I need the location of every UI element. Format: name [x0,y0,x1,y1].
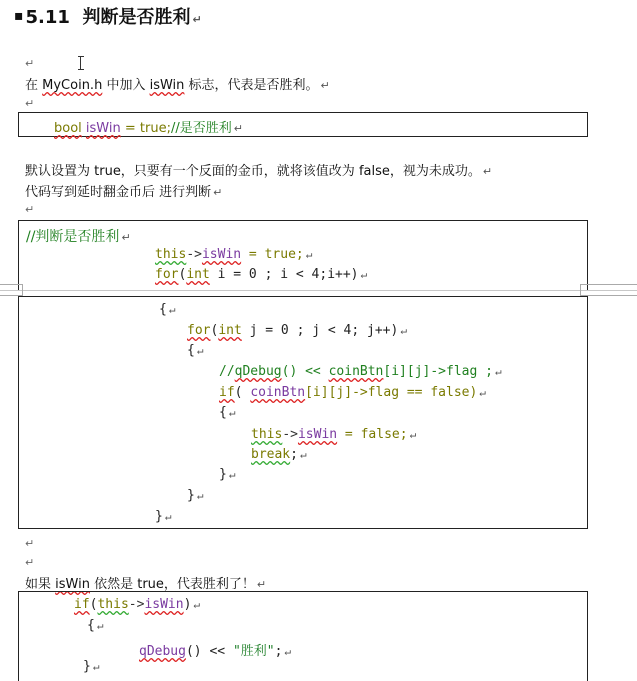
code-line-if-win [74,597,200,612]
brace: } [155,509,163,524]
section-number: 5.11 [25,7,70,28]
paragraph-where [25,181,222,200]
paragraph-mark: ↵ [400,324,407,337]
paragraph-mark: ↵ [25,97,35,110]
text-cursor-icon [80,56,83,70]
brace: } [219,467,227,482]
paragraph-default [25,160,492,179]
code-text: = true; [241,247,304,262]
paragraph-mark: ↵ [25,556,35,569]
paragraph-mark: ↵ [494,365,502,378]
text-run: 标志，代表是否胜利。 [184,78,319,93]
page-edge-right [580,284,637,296]
text-run: 依然是 true，代表胜利了！ [89,577,255,592]
var-name: isWin [297,427,338,442]
paragraph-mark: ↵ [192,13,202,26]
code-op: ( [234,385,251,400]
text-run: 如果 [25,577,56,592]
section-heading [14,3,202,29]
code-text: = false; [337,427,408,442]
paragraph-mark: ↵ [196,344,204,357]
paragraph-mark: ↵ [25,57,35,70]
brace-close-outer [155,509,171,524]
file-name: MyCoin.h [42,78,103,93]
text-run: 代码写到延时翻金币后 进行判断 [25,185,212,200]
paragraph-mark: ↵ [25,203,35,216]
var-name: isWin [144,597,184,612]
code-text: () << [281,364,329,379]
code-line-debug-commented [219,364,502,379]
paragraph-mark: ↵ [233,122,243,135]
code-text: = true; [120,121,171,136]
paragraph-mark: ↵ [305,248,313,261]
type-keyword: int [218,323,242,338]
brace: { [219,405,227,420]
brace: } [187,488,195,503]
this-keyword: this [97,597,129,612]
brace: } [83,659,91,674]
code-op: -> [282,427,298,442]
brace: { [159,302,167,317]
paragraph-result [25,573,266,592]
section-title: 判断是否胜利 [82,7,191,28]
code-line-if [219,385,486,400]
heading-bullet: ▪ [14,8,24,24]
code-box-loop-body [18,296,588,529]
brace: { [187,343,195,358]
code-text: i = 0 ; i < 4;i++) [209,267,359,282]
if-keyword: if [74,597,90,612]
paragraph-mark: ↵ [256,578,267,591]
this-keyword: this [251,427,283,442]
brace-open-if [219,405,235,420]
paragraph-mark: ↵ [121,231,131,244]
brace-close-if [219,467,235,482]
code-op: ( [178,267,187,282]
brace-open-outer [159,302,175,317]
code-text: () << [185,644,233,659]
text-run: 在 [25,78,43,93]
code-text: [i][j]->flag ; [383,364,493,379]
paragraph-mark: ↵ [228,406,236,419]
code-line-bool [54,117,243,136]
code-line-for-j [187,323,407,338]
page-break [0,290,637,291]
string-literal: "胜利" [232,644,275,659]
text-run: 中加入 [102,78,150,93]
code-op: ) [183,597,192,612]
paragraph-mark: ↵ [409,428,417,441]
brace-close-win [83,659,99,674]
function-name: qDebug [139,644,186,659]
code-op: ( [89,597,98,612]
comment-marker: // [219,364,235,379]
code-box-loop-start [18,220,588,290]
brace-open-inner [187,343,203,358]
var-name: isWin [55,577,90,592]
code-text: ; [274,644,283,659]
paragraph-mark: ↵ [213,186,223,199]
paragraph-mark: ↵ [320,79,330,92]
paragraph-mark: ↵ [299,448,307,461]
type-keyword: bool [54,121,82,136]
text-run: 默认设置为 true，只要有一个反面的金币，就将该值改为 false，视为未成功。 [25,164,481,179]
paragraph-mark: ↵ [482,165,493,178]
paragraph-mark: ↵ [360,268,368,281]
paragraph-mark: ↵ [284,645,292,658]
var-name: isWin [149,78,185,93]
paragraph-mark: ↵ [228,468,236,481]
code-line-debug-win [139,640,291,659]
code-line-this-false [251,427,416,442]
code-box-flag [18,112,588,137]
code-comment: //是否胜利 [170,121,232,136]
function-name: qDebug [234,364,282,379]
brace-close-inner [187,488,203,503]
code-op: ( [210,323,219,338]
this-keyword: this [155,247,187,262]
code-line-break [251,447,307,462]
var-name: coinBtn [250,385,306,400]
for-keyword: for [187,323,211,338]
brace-open-win [87,618,103,633]
page-edge-left [0,284,23,296]
type-keyword: int [186,267,210,282]
code-op: -> [128,597,145,612]
var-name: isWin [85,121,121,136]
paragraph-mark: ↵ [92,660,100,673]
for-keyword: for [155,267,179,282]
paragraph-mark: ↵ [96,619,104,632]
code-text: [i][j]->flag == false) [305,385,478,400]
paragraph-mark: ↵ [193,598,201,611]
paragraph-mark: ↵ [168,303,176,316]
var-name: coinBtn [328,364,384,379]
code-line-for-i [155,267,367,282]
paragraph-mark: ↵ [25,537,35,550]
var-name: isWin [201,247,242,262]
code-text: ; [290,447,298,462]
paragraph-mark: ↵ [196,489,204,502]
code-box-win [18,591,588,681]
comment-text: //判断是否胜利 [26,229,120,245]
paragraph-mark: ↵ [164,510,172,523]
break-keyword: break [251,447,291,462]
paragraph-mark: ↵ [479,386,486,399]
code-line-this-true [155,247,312,262]
paragraph-add-flag [25,74,330,93]
code-text: j = 0 ; j < 4; j++) [241,323,399,338]
brace: { [87,618,95,633]
code-comment-judge [26,226,131,246]
code-op: -> [186,247,202,262]
if-keyword: if [219,385,235,400]
